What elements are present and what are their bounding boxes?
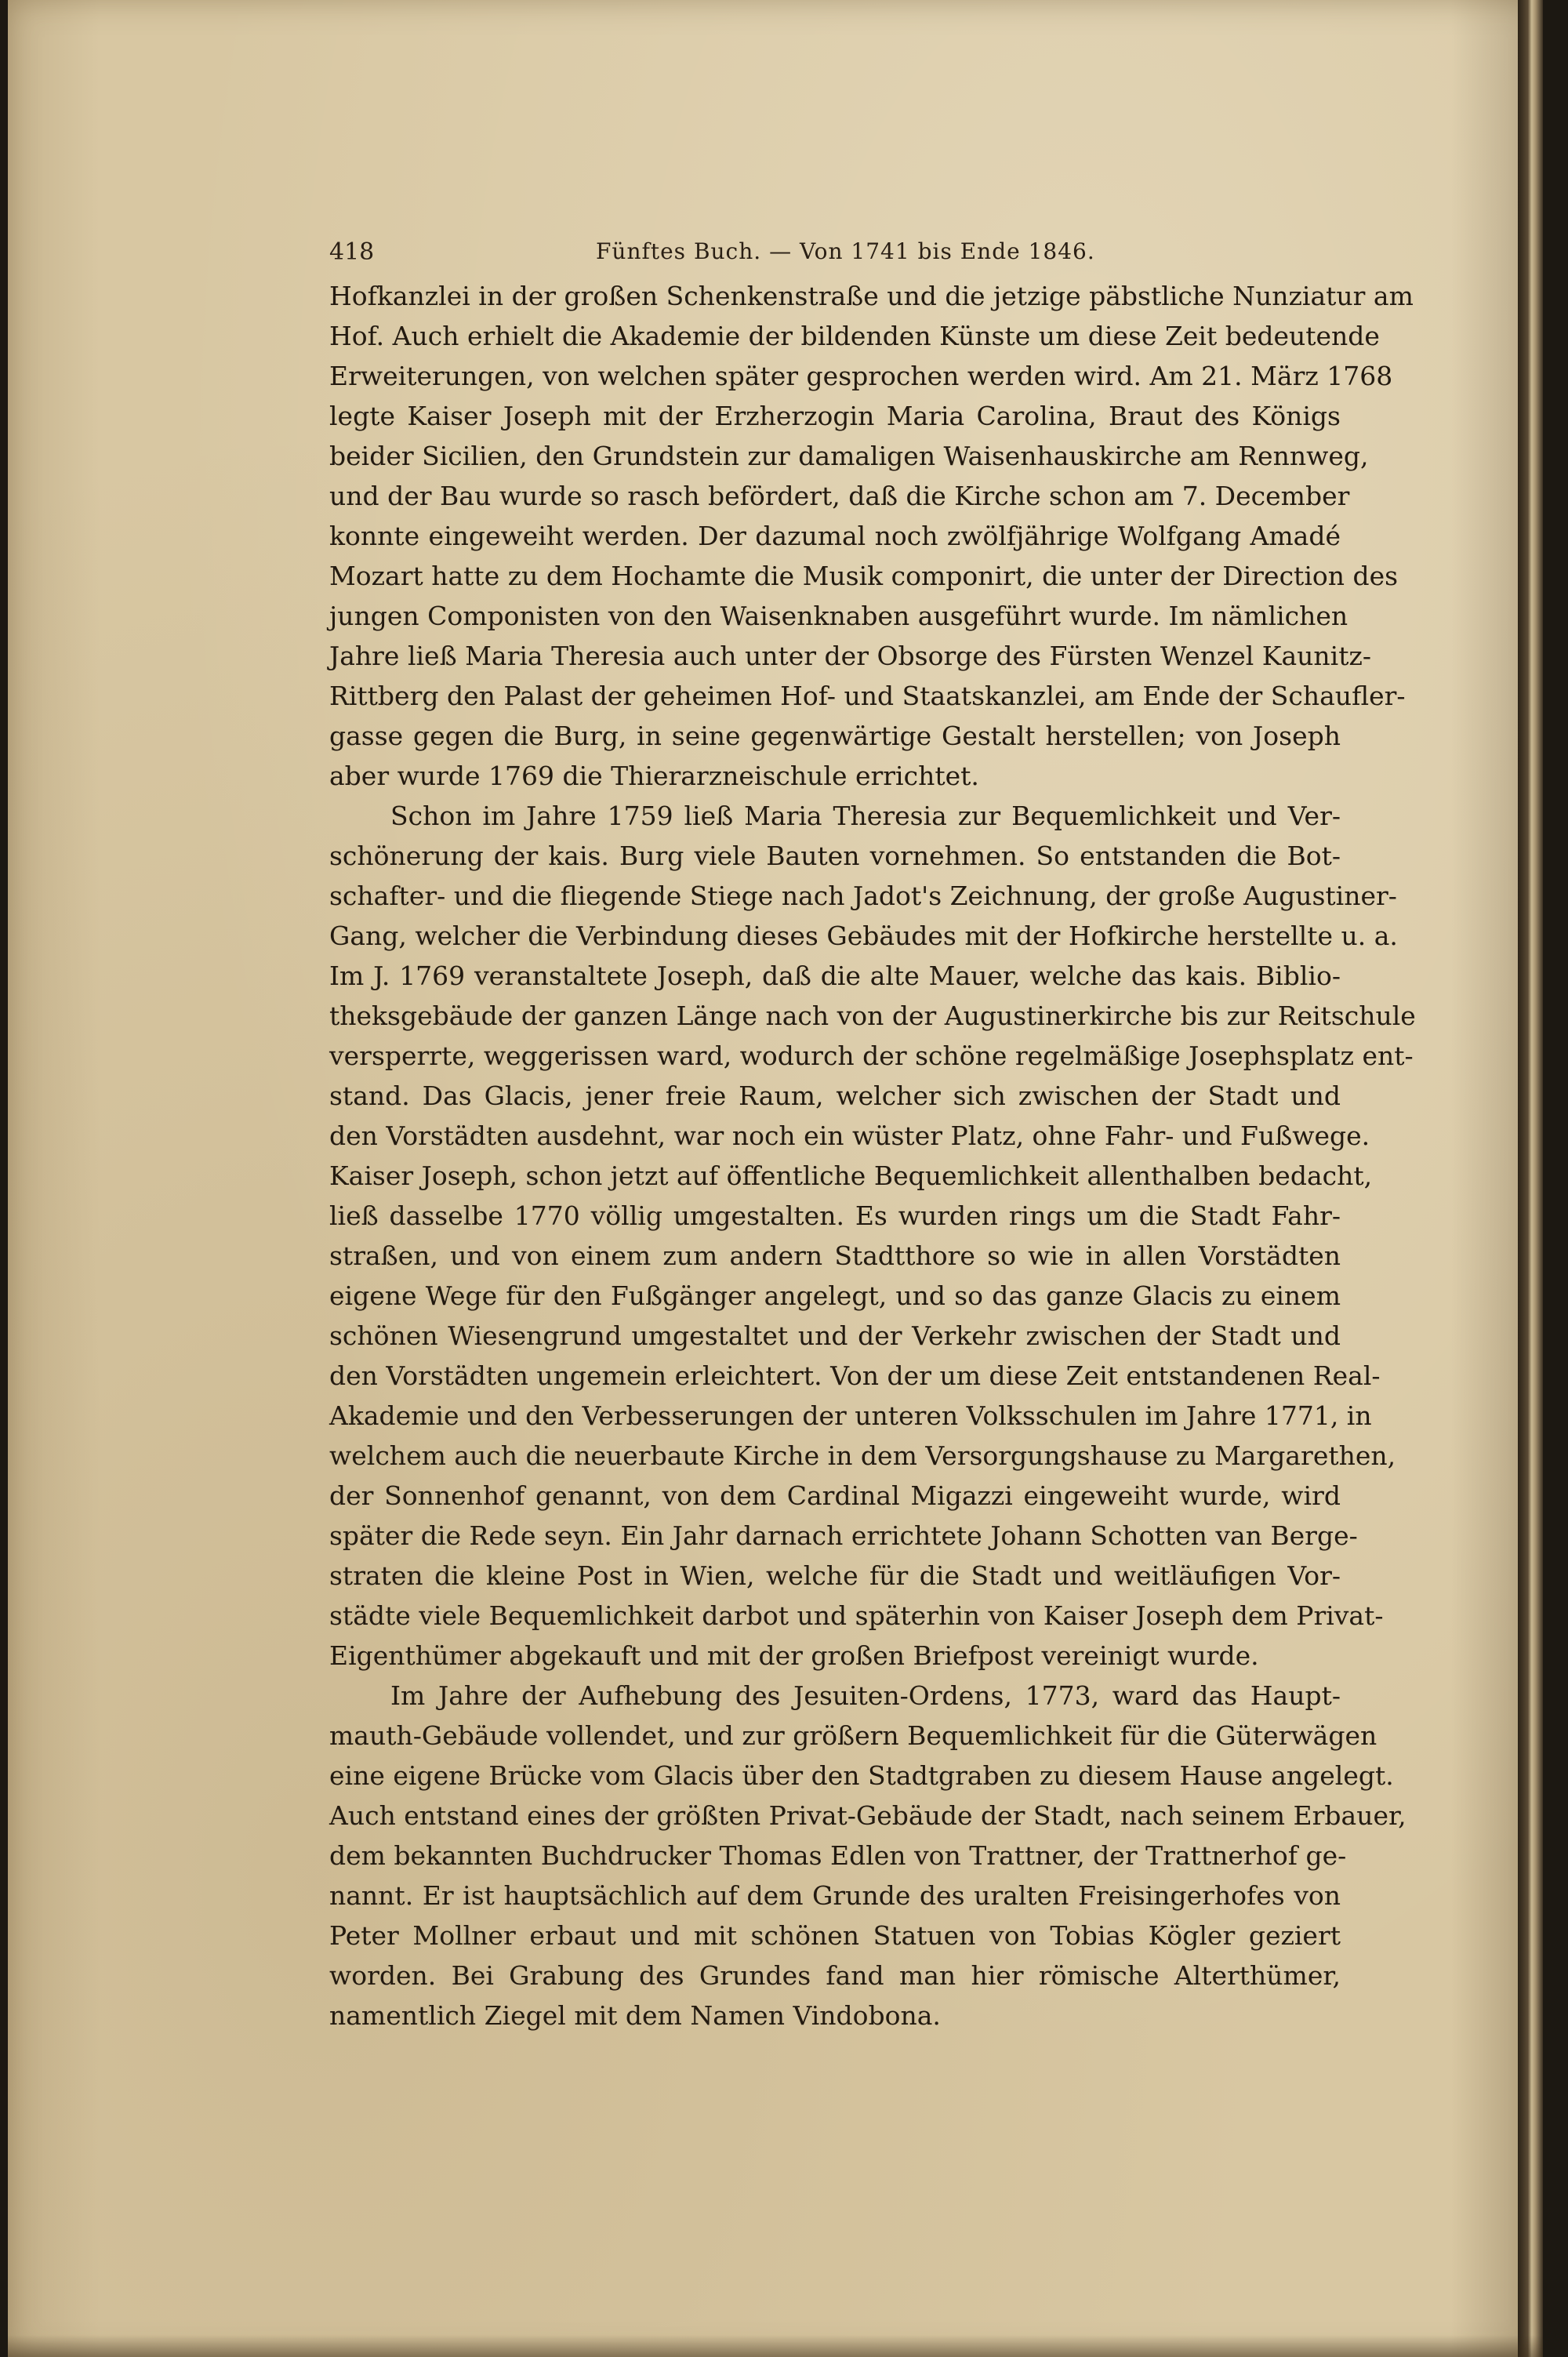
text-line: schönen Wiesengrund umgestaltet und der Verkehr zwischen der Stadt und [329,1320,1341,1351]
text-line: Hofkanzlei in der großen Schenkenstraße und die jetzige päbstliche Nunziatur am [329,281,1414,311]
page-bottom-shadow [8,2335,1543,2357]
running-title: Fünftes Buch. — Von 1741 bis Ende 1846. [596,238,1095,264]
text-line: Jahre ließ Maria Theresia auch unter der Obsorge des Fürsten Wenzel Kaunitz- [329,641,1371,671]
text-line: Auch entstand eines der größten Privat-Gebäude der Stadt, nach seinem Erbauer, [329,1800,1406,1831]
text-line: beider Sicilien, den Grundstein zur damaligen Waisenhauskirche am Rennweg, [329,441,1369,471]
text-line: konnte eingeweiht werden. Der dazumal noch zwölfjährige Wolfgang Amadé [329,521,1341,551]
text-line: schönerung der kais. Burg viele Bauten vornehmen. So entstanden die Bot- [329,841,1341,871]
running-header [329,234,1341,265]
text-line: städte viele Bequemlichkeit darbot und späterhin von Kaiser Joseph dem Privat- [329,1600,1384,1631]
page-number: 418 [329,238,375,266]
text-line: den Vorstädten ungemein erleichtert. Von der um diese Zeit entstandenen Real- [329,1360,1381,1391]
text-line: Peter Mollner erbaut und mit schönen Statuen von Tobias Kögler geziert [329,1920,1341,1951]
text-line: stand. Das Glacis, jener freie Raum, welcher sich zwischen der Stadt und [329,1080,1341,1111]
text-line: Mozart hatte zu dem Hochamte die Musik componirt, die unter der Direction des [329,561,1399,591]
text-line: ließ dasselbe 1770 völlig umgestalten. Es wurden rings um die Stadt Fahr- [329,1200,1341,1231]
text-line: theksgebäude der ganzen Länge nach von der Augustinerkirche bis zur Reitschule [329,1001,1416,1031]
text-line: namentlich Ziegel mit dem Namen Vindobona. [329,2000,941,2031]
text-line: eigene Wege für den Fußgänger angelegt, und so das ganze Glacis zu einem [329,1280,1341,1311]
text-line: Erweiterungen, von welchen später gesprochen werden wird. Am 21. März 1768 [329,361,1393,391]
text-line: Hof. Auch erhielt die Akademie der bildenden Künste um diese Zeit bedeutende [329,321,1380,351]
text-line: der Sonnenhof genannt, von dem Cardinal Migazzi eingeweiht wurde, wird [329,1480,1341,1511]
text-line: und der Bau wurde so rasch befördert, daß die Kirche schon am 7. December [329,481,1350,511]
text-line: Akademie und den Verbesserungen der unteren Volksschulen im Jahre 1771, in [329,1400,1372,1431]
text-line: nannt. Er ist hauptsächlich auf dem Grunde des uralten Freisingerhofes von [329,1880,1341,1911]
text-line: Im Jahre der Aufhebung des Jesuiten-Ordens, 1773, ward das Haupt- [390,1680,1341,1711]
text-line: welchem auch die neuerbaute Kirche in dem Versorgungshause zu Margarethen, [329,1440,1396,1471]
text-line: versperrte, weggerissen ward, wodurch der schöne regelmäßige Josephsplatz ent- [329,1040,1414,1071]
text-line: gasse gegen die Burg, in seine gegenwärtige Gestalt herstellen; von Joseph [329,721,1341,751]
text-line: eine eigene Brücke vom Glacis über den Stadtgraben zu diesem Hause angelegt. [329,1760,1394,1791]
text-line: den Vorstädten ausdehnt, war noch ein wüster Platz, ohne Fahr- und Fußwege. [329,1120,1370,1151]
text-line: Kaiser Joseph, schon jetzt auf öffentliche Bequemlichkeit allenthalben bedacht, [329,1160,1373,1191]
text-line: später die Rede seyn. Ein Jahr darnach errichtete Johann Schotten van Berge- [329,1520,1358,1551]
text-line: Gang, welcher die Verbindung dieses Gebäudes mit der Hofkirche herstellte u. a. [329,921,1398,951]
text-line: mauth-Gebäude vollendet, und zur größern Bequemlichkeit für die Güterwägen [329,1720,1377,1751]
body-text [329,276,1416,2036]
text-line: jungen Componisten von den Waisenknaben ausgeführt wurde. Im nämlichen [329,601,1348,631]
text-line: straten die kleine Post in Wien, welche für die Stadt und weitläufigen Vor- [329,1560,1341,1591]
text-line: legte Kaiser Joseph mit der Erzherzogin Maria Carolina, Braut des Königs [329,401,1341,431]
text-line: aber wurde 1769 die Thierarzneischule errichtet. [329,761,979,791]
text-line: Rittberg den Palast der geheimen Hof- und Staatskanzlei, am Ende der Schaufler- [329,681,1406,711]
text-line: schafter- und die fliegende Stiege nach Jadot's Zeichnung, der große Augustiner- [329,881,1397,911]
page-gutter-edge [1518,0,1543,2357]
text-line: worden. Bei Grabung des Grundes fand man hier römische Alterthümer, [329,1960,1341,1991]
text-line: Schon im Jahre 1759 ließ Maria Theresia zur Bequemlichkeit und Ver- [390,801,1341,831]
text-line: Im J. 1769 veranstaltete Joseph, daß die alte Mauer, welche das kais. Biblio- [329,961,1341,991]
text-line: Eigenthümer abgekauft und mit der großen Briefpost vereinigt wurde. [329,1640,1259,1671]
text-line: straßen, und von einem zum andern Stadtthore so wie in allen Vorstädten [329,1240,1341,1271]
text-line: dem bekannten Buchdrucker Thomas Edlen von Trattner, der Trattnerhof ge- [329,1840,1347,1871]
